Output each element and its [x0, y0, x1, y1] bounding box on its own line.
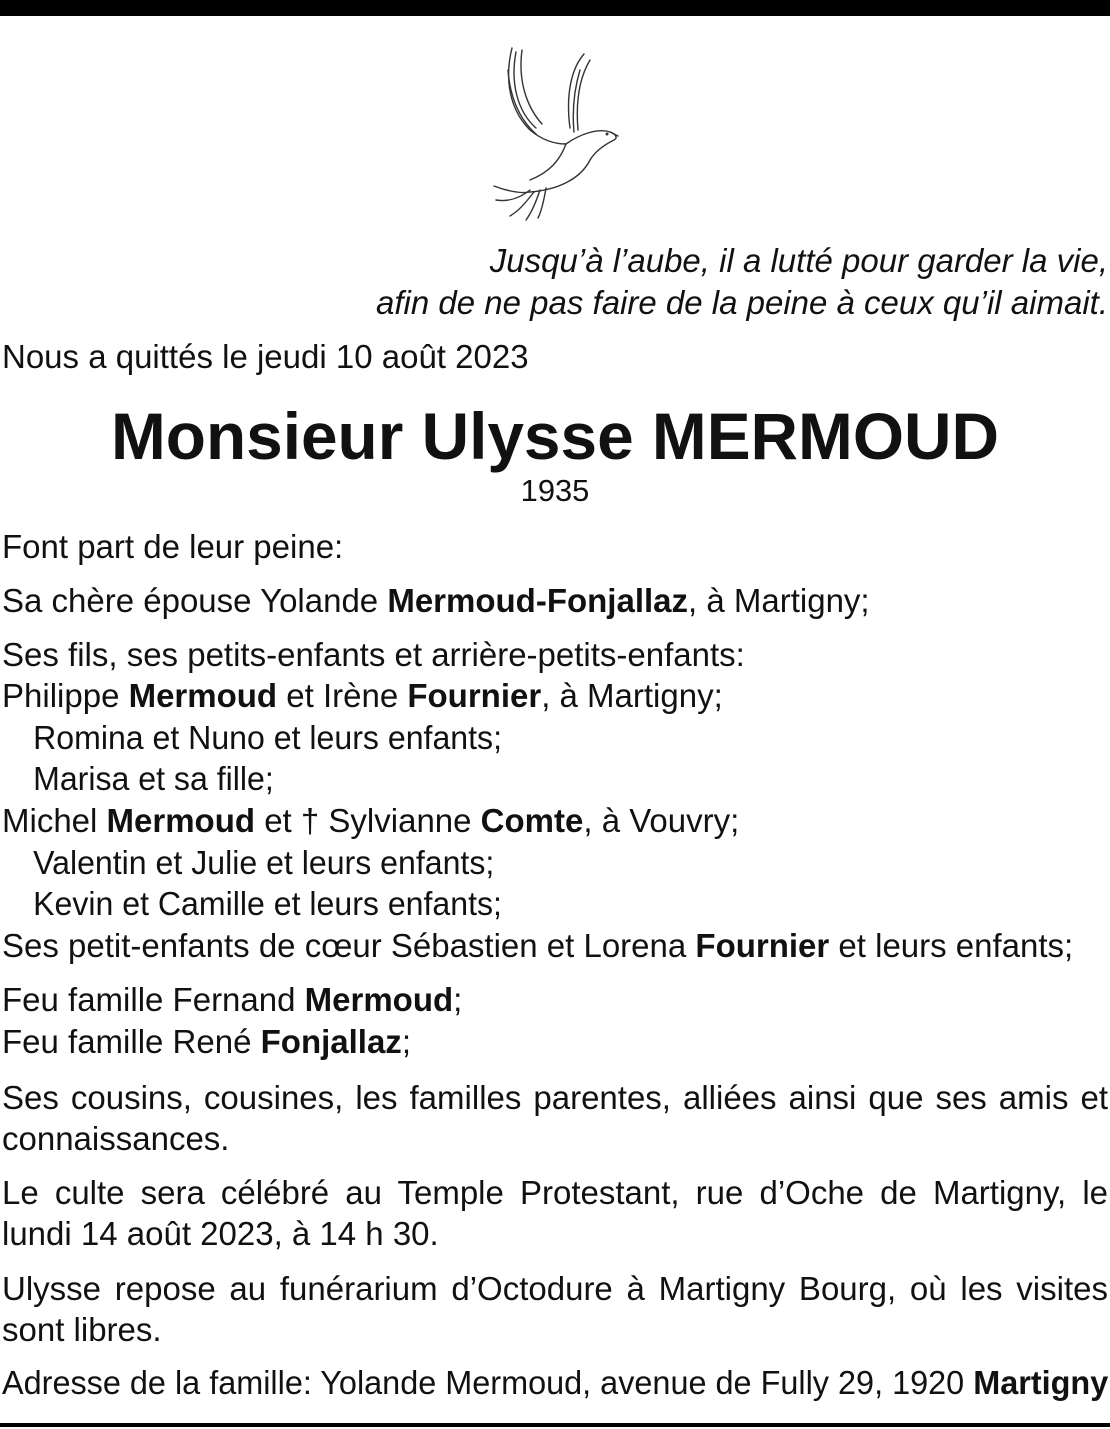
- service-paragraph: Le culte sera célébré au Temple Protestant, rue d’Oche de Martigny, le lundi 14 août 2023, à 14 h 30.: [2, 1174, 1108, 1252]
- announce-line: Font part de leur peine:: [2, 528, 344, 565]
- family-line-michel: Michel Mermoud et † Sylvianne Comte, à Vouvry;: [2, 802, 740, 839]
- dove-icon: [480, 40, 630, 225]
- grandchildren-line-3: Valentin et Julie et leurs enfants;: [33, 844, 495, 881]
- cousins-paragraph: Ses cousins, cousines, les familles parentes, alliées ainsi que ses amis et connaissances.: [2, 1079, 1108, 1157]
- grandchildren-line-4: Kevin et Camille et leurs enfants;: [33, 885, 502, 922]
- heart-grandchildren-line: Ses petit-enfants de cœur Sébastien et Lorena Fournier et leurs enfants;: [2, 927, 1074, 964]
- bottom-rule: [0, 1423, 1110, 1427]
- spouse-line: Sa chère épouse Yolande Mermoud-Fonjallaz, à Martigny;: [2, 582, 870, 619]
- late-family-rene: Feu famille René Fonjallaz;: [2, 1023, 411, 1060]
- rest-paragraph: Ulysse repose au funérarium d’Octodure à Martigny Bourg, où les visites sont libres.: [2, 1270, 1108, 1348]
- death-date-intro: Nous a quittés le jeudi 10 août 2023: [2, 338, 529, 375]
- top-rule: [0, 0, 1110, 16]
- grandchildren-line-2: Marisa et sa fille;: [33, 760, 274, 797]
- quote-line-1: Jusqu’à l’aube, il a lutté pour garder la vie,: [489, 242, 1108, 279]
- family-line-philippe: Philippe Mermoud et Irène Fournier, à Martigny;: [2, 677, 723, 714]
- deceased-name: Monsieur Ulysse MERMOUD: [111, 399, 999, 473]
- address-line: Adresse de la famille: Yolande Mermoud, avenue de Fully 29, 1920 Martigny: [2, 1364, 1109, 1401]
- late-family-fernand: Feu famille Fernand Mermoud;: [2, 981, 463, 1018]
- grandchildren-line-1: Romina et Nuno et leurs enfants;: [33, 719, 502, 756]
- birth-year: 1935: [520, 473, 590, 508]
- children-heading: Ses fils, ses petits-enfants et arrière-petits-enfants:: [2, 636, 745, 673]
- quote-line-2: afin de ne pas faire de la peine à ceux qu’il aimait.: [376, 284, 1108, 321]
